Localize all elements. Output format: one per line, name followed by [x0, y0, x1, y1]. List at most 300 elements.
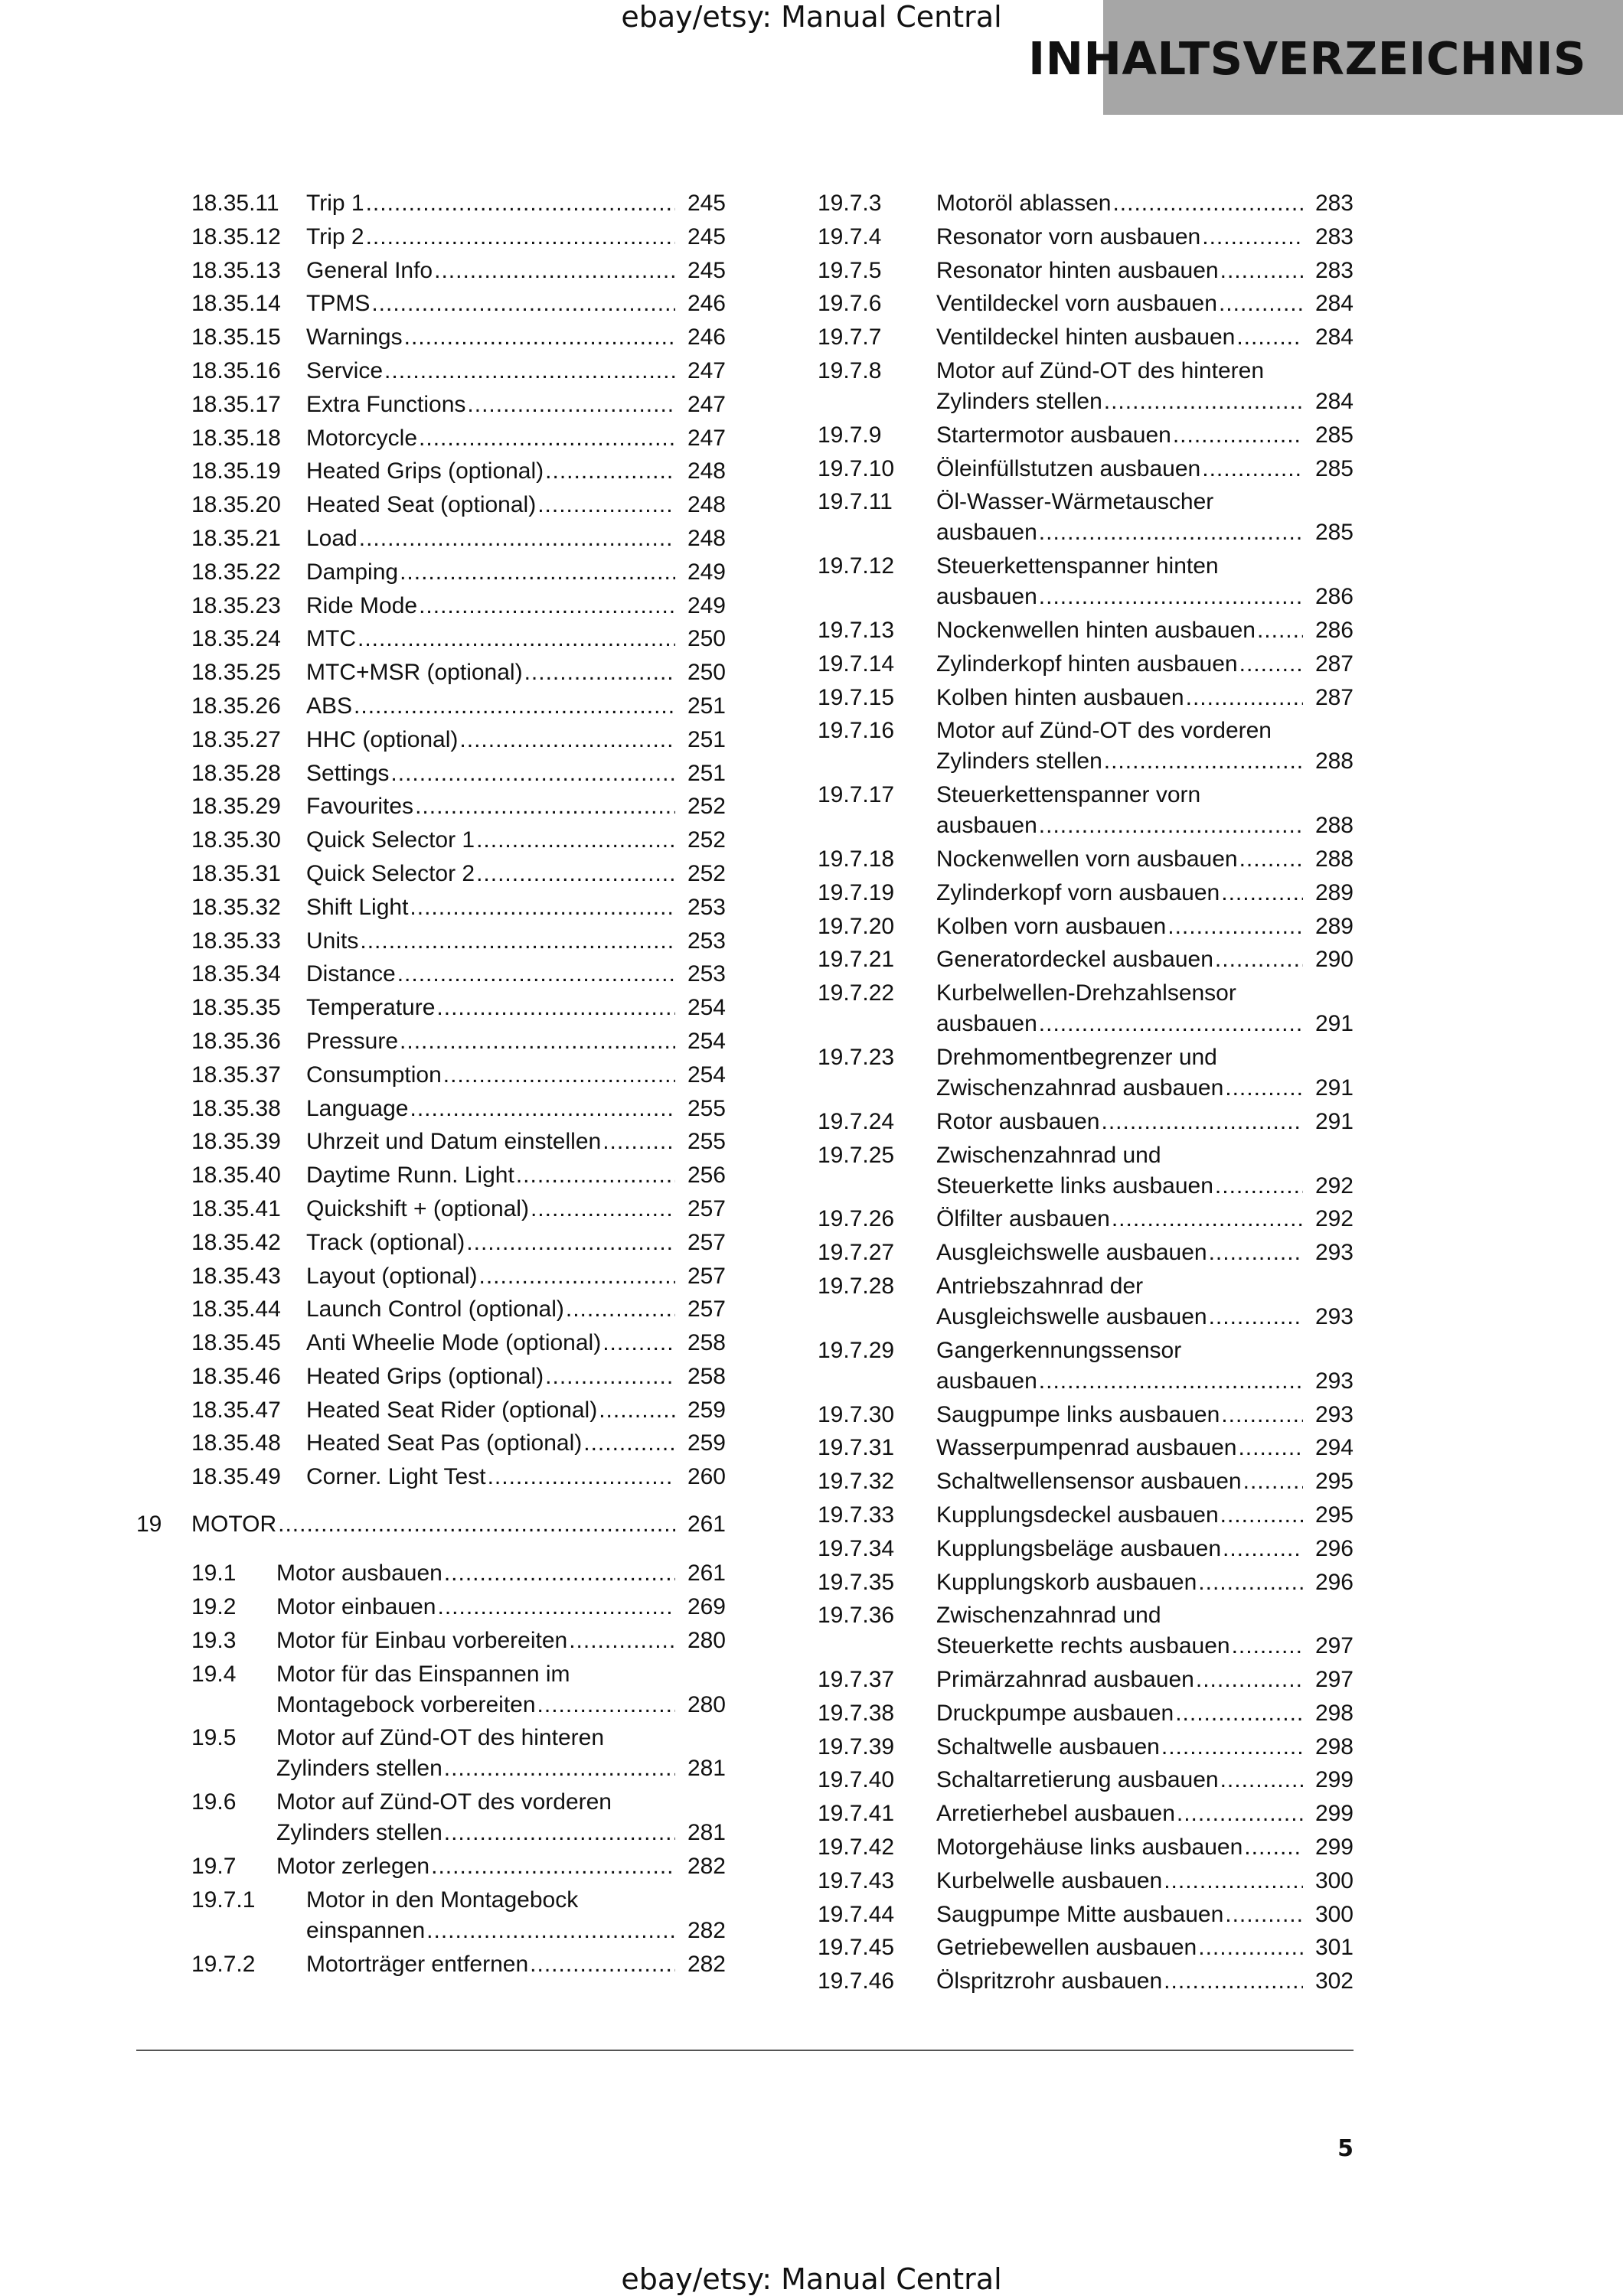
- toc-entry[interactable]: [818, 912, 1354, 942]
- toc-entry-title: Steuerkette rechts ausbauen: [936, 1633, 1230, 1659]
- toc-entry-number: 19.7.34: [818, 1535, 895, 1561]
- toc-entry-number: 18.35.20: [191, 492, 281, 518]
- toc-entry-number: 19.7.40: [818, 1767, 895, 1793]
- toc-entry-page: 252: [687, 827, 726, 853]
- toc-entry[interactable]: [818, 944, 1354, 975]
- toc-entry[interactable]: [818, 878, 1354, 908]
- toc-entry-number: 18.35.21: [191, 525, 281, 551]
- toc-entry-number: 18.35.11: [191, 191, 279, 216]
- toc-entry-title: ausbauen: [936, 813, 1037, 839]
- toc-entry[interactable]: [818, 683, 1354, 713]
- toc-entry[interactable]: [191, 390, 726, 420]
- toc-entry-title: Kolben vorn ausbauen: [936, 913, 1167, 939]
- dot-leader: [459, 725, 675, 755]
- toc-entry-page: 289: [1314, 879, 1354, 905]
- toc-entry[interactable]: [818, 1042, 1354, 1104]
- toc-entry[interactable]: [191, 825, 726, 856]
- toc-entry-page: 257: [687, 1263, 726, 1289]
- toc-entry-number: 19.7.3: [818, 191, 882, 216]
- toc-entry-title: Nockenwellen hinten ausbauen: [936, 617, 1256, 643]
- toc-entry-number: 18.35.36: [191, 1028, 281, 1054]
- toc-entry-title: Damping: [306, 559, 399, 585]
- toc-entry-number: 19.3: [191, 1627, 237, 1653]
- toc-entry-title: Quick Selector 2: [306, 860, 475, 886]
- toc-entry-page: 293: [1314, 1368, 1354, 1394]
- toc-entry-title: MTC: [306, 626, 356, 652]
- dot-leader: [1196, 1665, 1303, 1695]
- toc-entry[interactable]: [191, 725, 726, 755]
- toc-entry[interactable]: [818, 615, 1354, 646]
- dot-leader: [415, 791, 675, 822]
- toc-entry-title: Pressure: [306, 1028, 399, 1054]
- toc-entry-number: 19.7.42: [818, 1835, 895, 1861]
- toc-entry-page: 300: [1314, 1867, 1354, 1893]
- toc-entry-page: 261: [687, 1561, 726, 1587]
- toc-entry-title: Trip 2: [306, 223, 364, 249]
- dot-leader: [1161, 1732, 1303, 1763]
- toc-entry-title: Daytime Runn. Light: [306, 1163, 514, 1189]
- toc-entry-title: Heated Seat Rider (optional): [306, 1397, 598, 1423]
- toc-entry[interactable]: [818, 1107, 1354, 1137]
- dot-leader: [371, 289, 675, 319]
- toc-entry-number: 18.35.17: [191, 391, 281, 417]
- toc-entry-page: 299: [1314, 1767, 1354, 1793]
- toc-entry-page: 296: [1314, 1569, 1354, 1595]
- toc-entry-page: 293: [1314, 1401, 1354, 1427]
- toc-entry-number: 19: [136, 1512, 162, 1538]
- dot-leader: [444, 1818, 675, 1848]
- dot-leader: [444, 1558, 675, 1589]
- toc-entry[interactable]: [818, 1466, 1354, 1497]
- toc-entry-title: Resonator hinten ausbauen: [936, 257, 1219, 283]
- toc-entry-title: Rotor ausbauen: [936, 1108, 1100, 1134]
- toc-entry[interactable]: [191, 1328, 726, 1358]
- toc-entry[interactable]: [818, 1271, 1354, 1332]
- toc-entry-number: 18.35.32: [191, 894, 281, 920]
- toc-entry-title: Motor in den Montagebock: [306, 1887, 579, 1913]
- toc-entry[interactable]: [191, 1362, 726, 1392]
- dot-leader: [1164, 1966, 1303, 1997]
- toc-entry-page: 257: [687, 1195, 726, 1221]
- toc-entry-title: Primärzahnrad ausbauen: [936, 1667, 1194, 1693]
- toc-entry-number: 19.7.15: [818, 684, 895, 710]
- toc-entry[interactable]: [191, 1026, 726, 1057]
- toc-entry[interactable]: [191, 1160, 726, 1191]
- dot-leader: [1039, 1366, 1303, 1397]
- toc-entry[interactable]: [818, 1204, 1354, 1234]
- toc-entry[interactable]: [191, 1885, 726, 1946]
- toc-entry[interactable]: [191, 1127, 726, 1157]
- toc-entry-title: Zylinders stellen: [936, 748, 1102, 775]
- toc-entry-page: 250: [687, 660, 726, 686]
- toc-entry-title: Getriebewellen ausbauen: [936, 1935, 1197, 1961]
- toc-entry-page: 290: [1314, 947, 1354, 973]
- toc-entry[interactable]: [818, 1567, 1354, 1598]
- toc-entry-title: HHC (optional): [306, 726, 459, 752]
- toc-entry-number: 19.7.33: [818, 1502, 895, 1528]
- toc-entry[interactable]: [191, 1462, 726, 1492]
- dot-leader: [1215, 1171, 1303, 1202]
- toc-entry[interactable]: [818, 188, 1354, 219]
- page-number: 5: [1337, 2135, 1354, 2162]
- toc-entry-page: 255: [687, 1095, 726, 1121]
- dot-leader: [1257, 615, 1303, 646]
- dot-leader: [1175, 1698, 1303, 1729]
- toc-entry-page: 247: [687, 425, 726, 451]
- toc-entry-page: 248: [687, 492, 726, 518]
- toc-entry[interactable]: [191, 1592, 726, 1623]
- dot-leader: [410, 1094, 675, 1124]
- toc-entry[interactable]: [818, 844, 1354, 875]
- toc-entry[interactable]: [191, 791, 726, 822]
- toc-entry[interactable]: [818, 1799, 1354, 1829]
- dot-leader: [1239, 649, 1303, 680]
- toc-entry-number: 19.7.13: [818, 617, 895, 643]
- toc-entry[interactable]: [191, 188, 726, 219]
- toc-entry-number: 18.35.25: [191, 660, 281, 686]
- dot-leader: [488, 1462, 675, 1492]
- toc-entry-number: 19.7.22: [818, 980, 895, 1006]
- dot-leader: [537, 1690, 675, 1720]
- toc-entry[interactable]: [818, 1433, 1354, 1463]
- toc-entry-page: 252: [687, 860, 726, 886]
- toc-entry-number: 18.35.16: [191, 357, 281, 383]
- toc-entry[interactable]: [818, 356, 1354, 417]
- toc-entry[interactable]: [191, 1060, 726, 1091]
- toc-entry-number: 18.35.13: [191, 257, 281, 283]
- toc-entry[interactable]: [191, 1949, 726, 1980]
- toc-entry-number: 19.7.28: [818, 1273, 895, 1299]
- toc-entry-number: 19.7: [191, 1854, 237, 1880]
- toc-entry-title: Kupplungsdeckel ausbauen: [936, 1502, 1219, 1528]
- toc-entry[interactable]: [191, 356, 726, 386]
- toc-entry[interactable]: [818, 1765, 1354, 1795]
- dot-leader: [1102, 1107, 1304, 1137]
- toc-entry-title: Generatordeckel ausbauen: [936, 947, 1213, 973]
- toc-entry-page: 287: [1314, 651, 1354, 677]
- toc-entry-title: Kupplungsbeläge ausbauen: [936, 1535, 1221, 1561]
- toc-entry[interactable]: [191, 289, 726, 319]
- dot-leader: [1239, 844, 1303, 875]
- toc-entry[interactable]: [191, 993, 726, 1023]
- toc-entry-title: Kolben hinten ausbauen: [936, 684, 1184, 710]
- dot-leader: [537, 490, 675, 520]
- toc-entry[interactable]: [191, 1659, 726, 1720]
- toc-entry-page: 288: [1314, 748, 1354, 775]
- toc-entry-page: 283: [1314, 191, 1354, 216]
- toc-entry-number: 18.35.39: [191, 1129, 281, 1155]
- dot-leader: [1220, 1500, 1303, 1531]
- toc-entry[interactable]: [818, 978, 1354, 1039]
- toc-entry[interactable]: [191, 1558, 726, 1589]
- dot-leader: [1244, 1832, 1303, 1863]
- dot-leader: [530, 1949, 675, 1980]
- toc-entry-page: 285: [1314, 455, 1354, 481]
- toc-entry-title: Heated Grips (optional): [306, 1363, 544, 1389]
- toc-entry[interactable]: [818, 1140, 1354, 1202]
- toc-entry-number: 18.35.28: [191, 760, 281, 786]
- toc-entry-number: 19.7.29: [818, 1337, 895, 1363]
- page-title: INHALTSVERZEICHNIS: [1028, 32, 1586, 85]
- toc-entry-page: 283: [1314, 223, 1354, 249]
- toc-entry-page: 297: [1314, 1667, 1354, 1693]
- toc-entry-number: 18.35.12: [191, 223, 281, 249]
- toc-entry[interactable]: [818, 1966, 1354, 1997]
- toc-entry-title: Motorgehäuse links ausbauen: [936, 1835, 1243, 1861]
- toc-entry[interactable]: [191, 1626, 726, 1656]
- toc-entry[interactable]: [191, 926, 726, 957]
- toc-entry-title: Steuerkette links ausbauen: [936, 1172, 1213, 1199]
- toc-entry-title: Warnings: [306, 325, 403, 351]
- toc-entry-page: 247: [687, 391, 726, 417]
- toc-entry[interactable]: [191, 423, 726, 454]
- toc-entry-title: Motor für Einbau vorbereiten: [276, 1627, 568, 1653]
- dot-leader: [1167, 912, 1303, 942]
- toc-entry-page: 254: [687, 995, 726, 1021]
- toc-entry[interactable]: [818, 1400, 1354, 1430]
- toc-entry[interactable]: [818, 1336, 1354, 1397]
- toc-entry-number: 19.7.23: [818, 1044, 895, 1070]
- toc-entry[interactable]: [818, 1698, 1354, 1729]
- toc-entry-page: 285: [1314, 422, 1354, 448]
- toc-entry-title: einspannen: [306, 1917, 426, 1943]
- toc-entry[interactable]: [818, 256, 1354, 286]
- toc-entry-number: 19.7.19: [818, 879, 895, 905]
- toc-entry[interactable]: [818, 289, 1354, 319]
- toc-entry-title: Ventildeckel hinten ausbauen: [936, 325, 1236, 351]
- toc-entry-page: 294: [1314, 1435, 1354, 1461]
- dot-leader: [426, 1916, 675, 1946]
- toc-chapter-entry[interactable]: [136, 1509, 726, 1540]
- toc-entry-title: Corner. Light Test: [306, 1464, 486, 1490]
- toc-entry-title: Temperature: [306, 995, 436, 1021]
- toc-entry[interactable]: [191, 1723, 726, 1784]
- toc-entry-page: 288: [1314, 846, 1354, 872]
- toc-entry[interactable]: [818, 1732, 1354, 1763]
- toc-entry[interactable]: [191, 322, 726, 353]
- toc-entry-page: 291: [1314, 1011, 1354, 1037]
- toc-entry[interactable]: [191, 456, 726, 487]
- toc-entry-title: Saugpumpe Mitte ausbauen: [936, 1901, 1224, 1927]
- toc-entry-page: 282: [687, 1951, 726, 1977]
- toc-entry-number: 18.35.27: [191, 726, 281, 752]
- dot-leader: [1186, 683, 1303, 713]
- dot-leader: [384, 356, 675, 386]
- toc-entry[interactable]: [191, 624, 726, 654]
- toc-entry-page: 291: [1314, 1075, 1354, 1101]
- toc-entry[interactable]: [818, 1665, 1354, 1695]
- toc-entry[interactable]: [818, 1500, 1354, 1531]
- toc-entry-number: 18.35.46: [191, 1363, 281, 1389]
- toc-entry-page: 245: [687, 257, 726, 283]
- dot-leader: [1164, 1866, 1303, 1896]
- dot-leader: [583, 1428, 675, 1459]
- toc-entry[interactable]: [191, 1851, 726, 1882]
- toc-entry[interactable]: [191, 1261, 726, 1292]
- toc-entry[interactable]: [191, 591, 726, 621]
- dot-leader: [1039, 517, 1303, 548]
- toc-entry-title: Schaltwelle ausbauen: [936, 1733, 1160, 1760]
- toc-entry-page: 281: [687, 1820, 726, 1846]
- toc-entry[interactable]: [818, 1900, 1354, 1930]
- toc-entry[interactable]: [818, 1832, 1354, 1863]
- toc-entry-number: 19.7.37: [818, 1667, 895, 1693]
- toc-entry[interactable]: [191, 859, 726, 889]
- toc-entry[interactable]: [818, 487, 1354, 548]
- toc-entry-title: Antriebszahnrad der: [936, 1273, 1144, 1299]
- toc-entry-page: 292: [1314, 1206, 1354, 1232]
- toc-entry-page: 293: [1314, 1240, 1354, 1266]
- toc-entry-number: 19.7.41: [818, 1801, 895, 1827]
- toc-entry-number: 19.7.7: [818, 325, 882, 351]
- toc-entry-title: Resonator vorn ausbauen: [936, 223, 1201, 249]
- toc-entry[interactable]: [191, 1787, 726, 1848]
- toc-entry[interactable]: [191, 758, 726, 789]
- toc-entry-number: 19.7.9: [818, 422, 882, 448]
- toc-entry-title: Gangerkennungssensor: [936, 1337, 1182, 1363]
- toc-entry[interactable]: [191, 256, 726, 286]
- dot-leader: [569, 1626, 675, 1656]
- dot-leader: [400, 1026, 675, 1057]
- toc-entry[interactable]: [191, 1194, 726, 1225]
- dot-leader: [599, 1395, 675, 1426]
- toc-entry[interactable]: [191, 490, 726, 520]
- toc-entry[interactable]: [191, 1395, 726, 1426]
- toc-entry[interactable]: [818, 222, 1354, 253]
- toc-entry-number: 19.6: [191, 1789, 237, 1815]
- toc-entry-number: 18.35.26: [191, 693, 281, 719]
- dot-leader: [443, 1060, 675, 1091]
- toc-entry-page: 298: [1314, 1700, 1354, 1726]
- toc-entry-page: 289: [1314, 913, 1354, 939]
- toc-entry-number: 19.1: [191, 1561, 237, 1587]
- toc-entry[interactable]: [818, 649, 1354, 680]
- toc-entry-page: 258: [687, 1363, 726, 1389]
- toc-entry-number: 18.35.34: [191, 961, 281, 987]
- dot-leader: [1202, 222, 1303, 253]
- toc-entry-title: ABS: [306, 693, 353, 719]
- toc-entry-number: 19.7.26: [818, 1206, 895, 1232]
- toc-entry[interactable]: [191, 523, 726, 554]
- toc-entry-page: 284: [1314, 291, 1354, 317]
- toc-entry-title: Ölfilter ausbauen: [936, 1206, 1110, 1232]
- toc-entry-title: ausbauen: [936, 584, 1037, 610]
- toc-entry-page: 285: [1314, 520, 1354, 546]
- dot-leader: [1223, 1534, 1303, 1564]
- toc-entry-title: Zylinderkopf hinten ausbauen: [936, 651, 1238, 677]
- toc-entry[interactable]: [818, 1932, 1354, 1963]
- toc-entry-title: General Info: [306, 257, 433, 283]
- dot-leader: [1112, 188, 1303, 219]
- toc-entry-number: 19.7.14: [818, 651, 895, 677]
- dot-leader: [1221, 1400, 1303, 1430]
- toc-entry-page: 245: [687, 191, 726, 216]
- toc-entry-number: 19.7.21: [818, 947, 895, 973]
- toc-entry[interactable]: [818, 716, 1354, 777]
- toc-entry-number: 19.7.38: [818, 1700, 895, 1726]
- toc-entry-page: 257: [687, 1296, 726, 1322]
- toc-entry-page: 258: [687, 1330, 726, 1356]
- toc-entry-page: 249: [687, 592, 726, 618]
- dot-leader: [1177, 1799, 1303, 1829]
- toc-entry-title: Ölspritzrohr ausbauen: [936, 1968, 1163, 1994]
- toc-entry-page: 302: [1314, 1968, 1354, 1994]
- toc-entry-title: Trip 1: [306, 191, 364, 216]
- toc-entry-title: Motoröl ablassen: [936, 191, 1112, 216]
- toc-entry-title: Zylinders stellen: [276, 1756, 442, 1782]
- toc-entry[interactable]: [818, 322, 1354, 353]
- toc-entry-title: Zwischenzahnrad und: [936, 1142, 1161, 1168]
- toc-entry-page: 248: [687, 525, 726, 551]
- toc-entry-number: 19.5: [191, 1725, 237, 1751]
- toc-entry-title: Language: [306, 1095, 409, 1121]
- toc-entry-title: Arretierhebel ausbauen: [936, 1801, 1175, 1827]
- toc-entry[interactable]: [818, 454, 1354, 484]
- toc-entry-title: Kurbelwelle ausbauen: [936, 1867, 1163, 1893]
- toc-entry[interactable]: [191, 1428, 726, 1459]
- toc-entry[interactable]: [191, 1094, 726, 1124]
- dot-leader: [436, 993, 675, 1023]
- watermark-bottom: ebay/etsy: Manual Central: [621, 2262, 1002, 2296]
- toc-entry[interactable]: [191, 959, 726, 990]
- toc-entry-page: 246: [687, 325, 726, 351]
- dot-leader: [1202, 454, 1303, 484]
- toc-entry-page: 252: [687, 794, 726, 820]
- toc-entry-page: 284: [1314, 325, 1354, 351]
- toc-entry-title: Druckpumpe ausbauen: [936, 1700, 1174, 1726]
- dot-leader: [431, 1851, 675, 1882]
- toc-entry-title: ausbauen: [936, 1011, 1037, 1037]
- dot-leader: [1198, 1932, 1303, 1963]
- toc-entry[interactable]: [191, 691, 726, 722]
- toc-entry[interactable]: [818, 1238, 1354, 1268]
- toc-column-left: [136, 188, 726, 1982]
- toc-entry[interactable]: [818, 551, 1354, 612]
- toc-entry[interactable]: [191, 657, 726, 688]
- toc-entry[interactable]: [191, 1294, 726, 1325]
- dot-leader: [419, 423, 675, 454]
- toc-entry[interactable]: [818, 420, 1354, 451]
- dot-leader: [566, 1294, 675, 1325]
- dot-leader: [278, 1509, 675, 1540]
- toc-entry-number: 19.7.4: [818, 223, 882, 249]
- toc-entry-number: 19.7.6: [818, 291, 882, 317]
- toc-entry[interactable]: [818, 1534, 1354, 1564]
- toc-entry-title: Motor auf Zünd-OT des vorderen: [276, 1789, 612, 1815]
- toc-entry[interactable]: [818, 1866, 1354, 1896]
- toc-entry[interactable]: [818, 1600, 1354, 1662]
- toc-entry-title: Heated Grips (optional): [306, 458, 544, 484]
- toc-entry-number: 19.7.46: [818, 1968, 895, 1994]
- toc-entry-title: Steuerkettenspanner vorn: [936, 782, 1201, 808]
- toc-entry[interactable]: [818, 780, 1354, 841]
- toc-entry[interactable]: [191, 892, 726, 923]
- toc-entry-number: 19.7.17: [818, 782, 895, 808]
- toc-entry-page: 260: [687, 1464, 726, 1490]
- dot-leader: [516, 1160, 675, 1191]
- toc-entry[interactable]: [191, 222, 726, 253]
- toc-entry[interactable]: [191, 557, 726, 588]
- toc-entry-number: 19.7.25: [818, 1142, 895, 1168]
- toc-entry-number: 19.7.1: [191, 1887, 256, 1913]
- toc-entry-number: 19.7.30: [818, 1401, 895, 1427]
- toc-entry-number: 18.35.41: [191, 1195, 281, 1221]
- toc-entry-title: Öl-Wasser-Wärmetauscher: [936, 489, 1214, 515]
- toc-entry[interactable]: [191, 1228, 726, 1258]
- toc-entry-page: 253: [687, 894, 726, 920]
- dot-leader: [359, 523, 675, 554]
- toc-entry-number: 18.35.14: [191, 291, 281, 317]
